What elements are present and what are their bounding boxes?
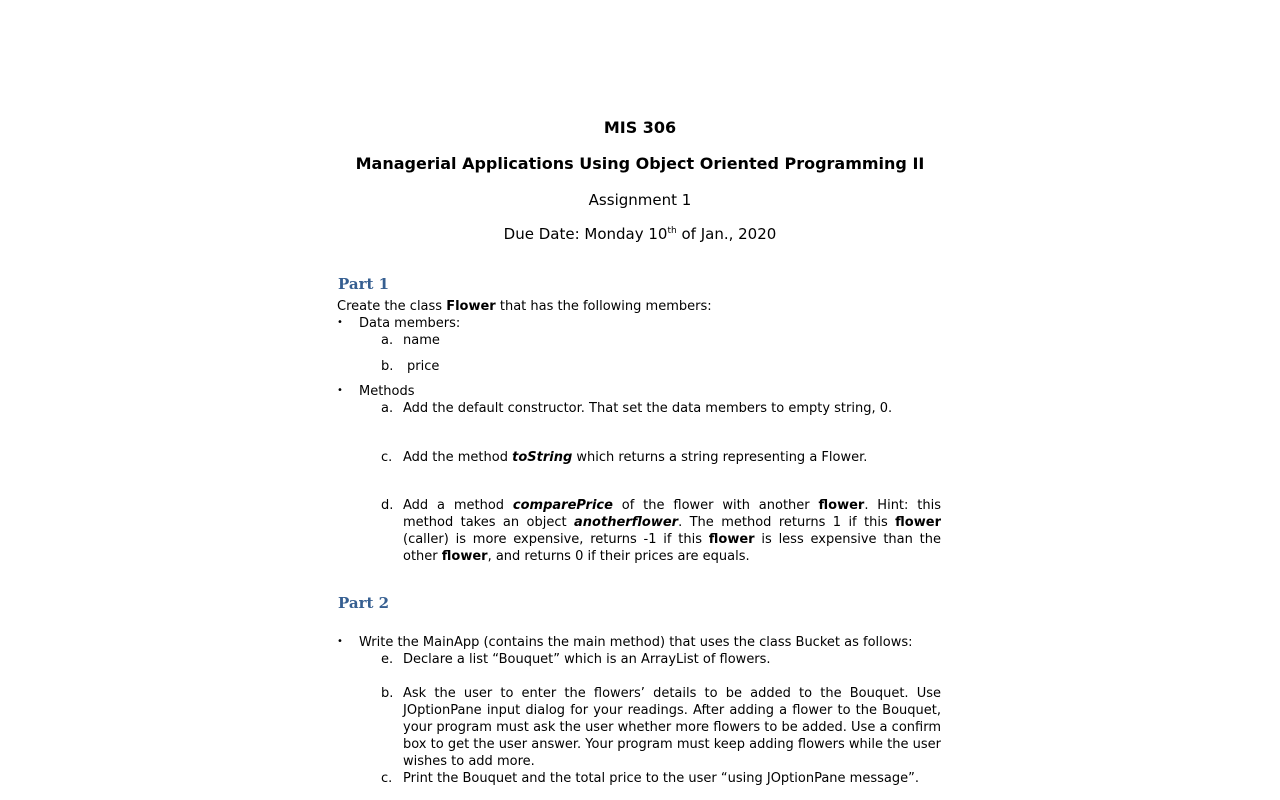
method-d-text [403,497,941,565]
method-compareprice: comparePrice [512,498,613,513]
item-e-marker: e. [381,652,394,667]
method-d-s4: . The method returns 1 if this [678,515,896,530]
data-member-price: price [407,359,440,374]
methods-label: Methods [359,384,415,399]
method-c-text [403,449,941,466]
param-anotherflower: anotherflower [574,515,679,530]
method-a-text: Add the default constructor. That set the data members to empty string, 0. [403,401,893,416]
course-code: MIS 306 [603,118,677,137]
method-c-post: which returns a string representing a Flower. [572,450,868,465]
assignment-title: Assignment 1 [588,191,692,209]
due-date-prefix: Due Date: Monday 10 [503,225,668,243]
method-d-b4: flower [895,515,941,530]
method-d-s5: (caller) is more expensive, returns -1 if this [403,532,709,547]
method-d-b6: flower [441,549,488,564]
method-d-b5: flower [708,532,755,547]
method-tostring: toString [512,450,573,465]
part1-intro [337,298,712,315]
due-date-suffix: of Jan., 2020 [676,225,777,243]
method-d-s3: . Hint: this method takes an object [403,498,941,530]
item-e-text: Declare a list “Bouquet” which is an ArrayList of flowers. [403,652,771,667]
part2-heading: Part 2 [338,594,390,612]
mainapp-text: Write the MainApp (contains the main method) that uses the class Bucket as follows: [359,635,913,650]
part1-heading: Part 1 [338,275,390,293]
data-member-name: name [403,333,440,348]
method-d-s7: , and returns 0 if their prices are equals. [487,549,750,564]
due-date-superscript: th [667,226,677,236]
data-member-a-marker: a. [381,333,394,348]
bullet-methods: • [337,385,343,396]
part1-intro-post: that has the following members: [495,299,712,314]
method-d-s6: is less expensive than the other [403,532,941,564]
data-members-label: Data members: [359,316,461,331]
due-date [0,224,1280,244]
method-c-marker: c. [381,450,393,465]
method-a-marker: a. [381,401,394,416]
class-name-flower: Flower [446,299,496,314]
item-b-marker: b. [381,686,394,701]
course-title: Managerial Applications Using Object Oriented Programming II [355,154,925,173]
data-member-b-marker: b. [381,359,394,374]
method-d-s1: Add a method [403,498,513,513]
item-c-marker: c. [381,771,393,786]
part1-intro-pre: Create the class [337,299,447,314]
method-d-b2: flower [818,498,865,513]
item-c-text: Print the Bouquet and the total price to the user “using JOptionPane message”. [403,771,919,786]
method-d-marker: d. [381,498,394,513]
method-d-s2: of the flower with another [612,498,819,513]
bullet-data-members: • [337,317,343,328]
bullet-mainapp: • [337,636,343,647]
method-c-pre: Add the method [403,450,513,465]
item-b-text: Ask the user to enter the flowers’ details to be added to the Bouquet. Use JOptionPane input dialog for your readings. After adding a flower to the Bouquet, your program must ask the user whether more flowers to be added. Use a confirm box to get the user answer. Your program must keep adding flowers while the user wishes to add more. [403,686,941,769]
